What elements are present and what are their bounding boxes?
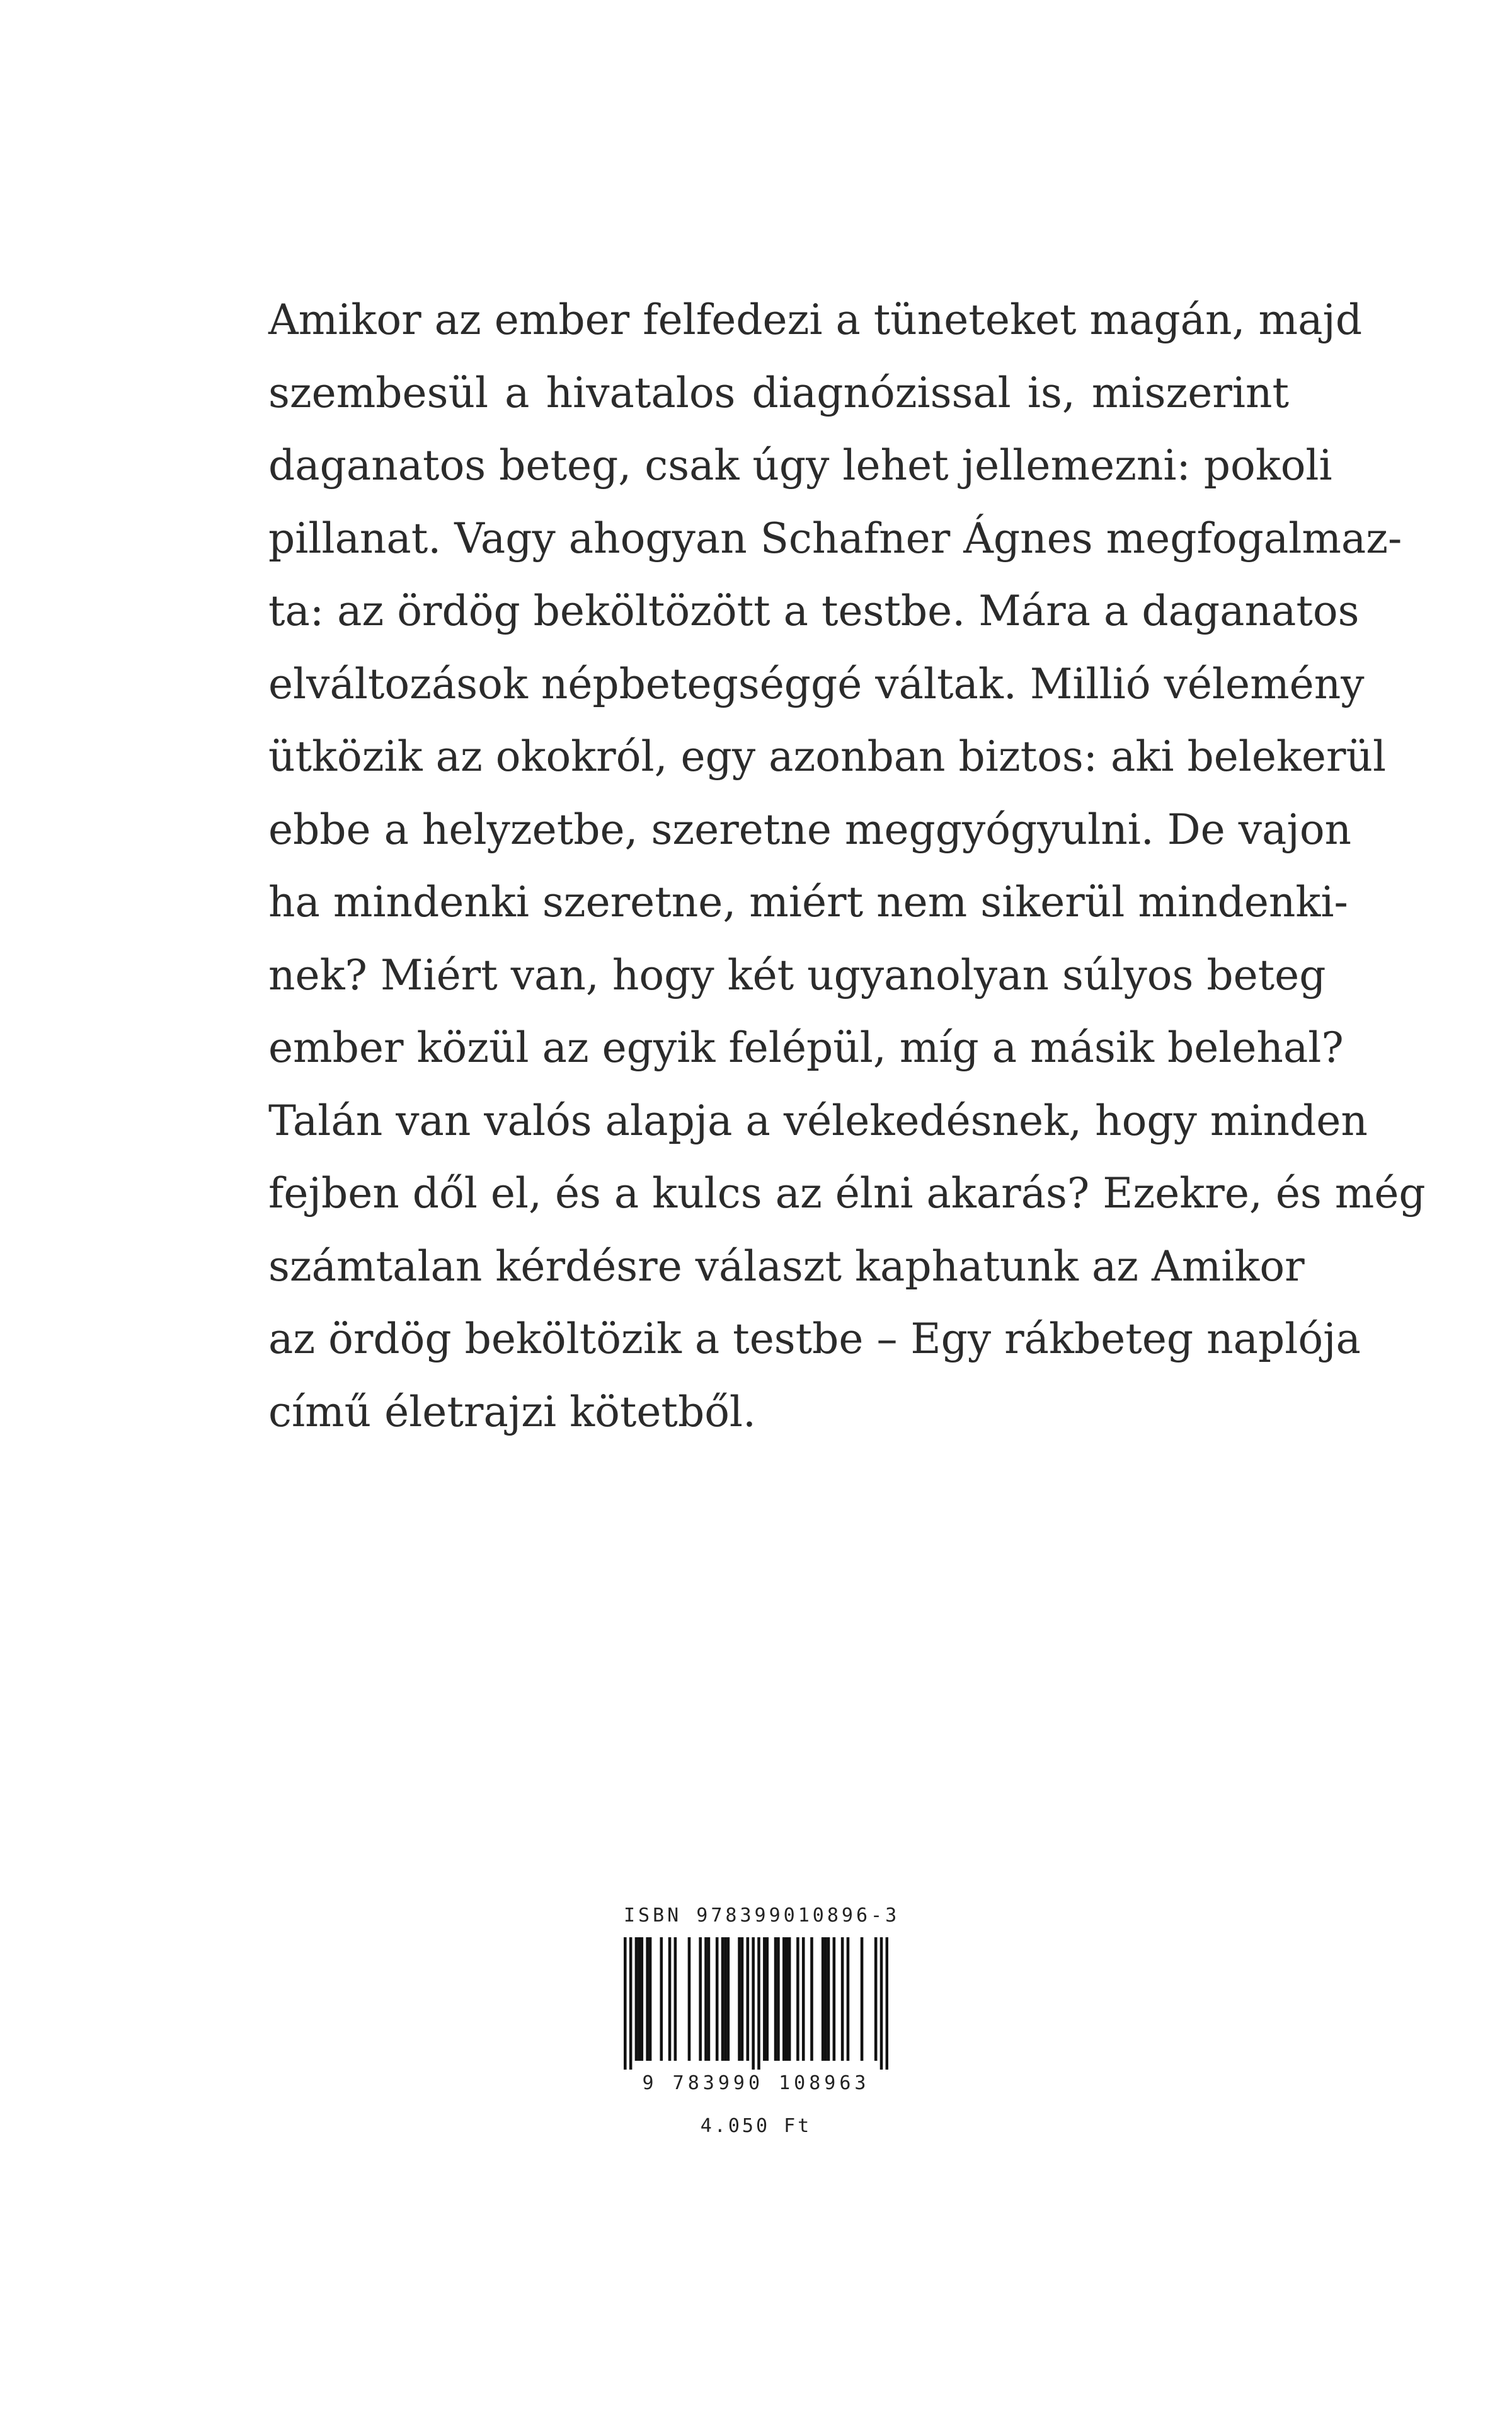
barcode-bar (777, 1937, 780, 2061)
blurb-line: Talán van valós alapja a vélekedésnek, hogy minden (268, 1096, 1368, 1145)
barcode-bar (788, 1937, 791, 2061)
barcode-bar (880, 1937, 883, 2070)
barcode-graphic (624, 1937, 888, 2070)
barcode-bar (649, 1937, 652, 2061)
blurb-line: ta: az ördög beköltözött a testbe. Mára a daganatos (268, 587, 1360, 635)
isbn-number: ISBN 978399010896-3 (624, 1904, 900, 1927)
isbn-barcode-block (624, 1903, 900, 2139)
barcode-bar (847, 1937, 850, 2061)
barcode-bar (796, 1937, 799, 2061)
blurb-line: ebbe a helyzetbe, szeretne meggyógyulni. De vajon (268, 805, 1352, 854)
blurb-line: nek? Miért van, hogy két ugyanolyan súlyos beteg (268, 950, 1326, 1000)
barcode-bar (802, 1937, 805, 2061)
blurb-line: daganatos beteg, csak úgy lehet jellemezni: pokoli (268, 441, 1332, 490)
barcode-bar (716, 1937, 719, 2061)
barcode-bar (704, 1937, 707, 2061)
blurb-line: ember közül az egyik felépül, míg a másik belehal? (268, 1023, 1344, 1072)
blurb-line: az ördög beköltözik a testbe – Egy rákbeteg naplója (268, 1315, 1361, 1363)
barcode-bar (785, 1937, 788, 2061)
barcode-bar (635, 1937, 638, 2061)
barcode-bar (874, 1937, 878, 2061)
barcode-bar (747, 1937, 750, 2061)
barcode-digits: 9 783990 108963 (642, 2072, 870, 2094)
barcode-bar (674, 1937, 677, 2061)
barcode-bar (699, 1937, 702, 2061)
barcode-bar (660, 1937, 663, 2061)
barcode-bar (646, 1937, 649, 2061)
barcode-bar (668, 1937, 672, 2061)
barcode-bar (861, 1937, 864, 2061)
barcode-bar (833, 1937, 836, 2061)
barcode-bar (638, 1937, 641, 2061)
barcode-bar (824, 1937, 827, 2061)
blurb-line: számtalan kérdésre választ kaphatunk az Amikor (268, 1242, 1305, 1291)
barcode-bar (752, 1937, 755, 2070)
barcode-bar (886, 1937, 888, 2070)
barcode-bar (724, 1937, 727, 2061)
barcode-bar (782, 1937, 786, 2061)
barcode-bar (763, 1937, 766, 2061)
blurb-line: Amikor az ember felfedezi a tüneteket magán, majd (268, 296, 1363, 344)
blurb-line: ütközik az okokról, egy azonban biztos: aki belekerül (268, 732, 1387, 781)
barcode-bar (841, 1937, 844, 2061)
barcode-bar (738, 1937, 741, 2061)
blurb-line: szembesül a hivatalos diagnózissal is, miszerint (268, 368, 1289, 417)
barcode-bar (721, 1937, 724, 2061)
back-cover-blurb (268, 284, 1426, 1448)
barcode-bar (757, 1937, 760, 2070)
barcode-bar (827, 1937, 830, 2061)
barcode-bar (741, 1937, 744, 2061)
barcode-bar (688, 1937, 691, 2061)
barcode-bar (707, 1937, 711, 2061)
price-label: 4.050 Ft (700, 2115, 812, 2137)
blurb-line: pillanat. Vagy ahogyan Schafner Ágnes megfogalmaz- (268, 514, 1402, 563)
barcode-bar (765, 1937, 769, 2061)
barcode-bar (727, 1937, 730, 2061)
barcode-bar (629, 1937, 633, 2070)
barcode-bar (641, 1937, 644, 2061)
barcode-bar (810, 1937, 813, 2061)
barcode-bar (822, 1937, 825, 2061)
barcode-bar (624, 1937, 627, 2070)
blurb-line: ha mindenki szeretne, miért nem sikerül mindenki- (268, 878, 1348, 926)
blurb-line: elváltozások népbetegséggé váltak. Millió vélemény (268, 659, 1365, 708)
blurb-line-last: című életrajzi kötetből. (268, 1387, 757, 1436)
blurb-line: fejben dől el, és a kulcs az élni akarás? Ezekre, és még (268, 1169, 1426, 1218)
barcode-bar (774, 1937, 777, 2061)
